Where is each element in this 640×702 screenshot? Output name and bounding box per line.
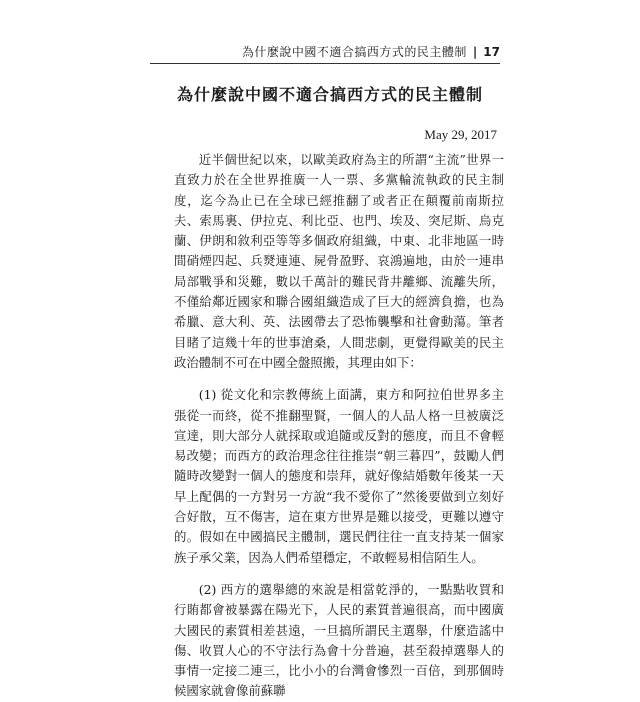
article-body (174, 150, 504, 702)
body-paragraph-point-1: (1) 從文化和宗教傳統上面講，東方和阿拉伯世界多主張從一而終，從不推翻聖賢，一個人的人品人格一旦被廣泛宣達，則大部分人就採取或追隨或反對的態度，而且不會輕易改變；而西方的政治理念往往推崇“朝三暮四”，鼓勵人們隨時改變對一個人的態度和崇拜，就好像結婚數年後某一天早上配偶的一方對另一方說“我不愛你了”然後要做到立刻好合好散，互不傷害，這在東方世界是難以接受，更難以遵守的。假如在中國搞民主體制，選民們往往一直支持某一個家族子承父業，因為人們希望穩定，不敢輕易相信陌生人。 (174, 387, 504, 565)
body-paragraph-point-2: (2) 西方的選舉總的來說是相當乾淨的，一點點收買和行賄都會被暴露在陽光下，人民的素質普遍很高，而中國廣大國民的素質相差甚遠，一旦搞所謂民主選舉，什麼造謠中傷、收買人心的不守法行為會十分普遍，甚至殺掉選舉人的事情一定接二連三，比小小的台灣會慘烈一百倍，到那個時候國家就會像前蘇聯 (174, 581, 504, 699)
running-header-title: 為什麼說中國不適合搞西方式的民主體制 (241, 45, 467, 59)
article-date: May 29, 2017 (424, 127, 497, 142)
body-paragraph-intro: 近半個世紀以來，以歐美政府為主的所謂“主流”世界一直致力於在全世界推廣一人一票、多黨輪流執政的民主制度，迄今為止已在全球已經推翻了或者正在顛覆前南斯拉夫、索馬裏、伊拉克、利比亞、也門、埃及、突尼斯、烏克蘭、伊朗和敘利亞等等多個政府組織，中東、北非地區一時間硝煙四起、兵燹連連、屍骨盈野、哀鴻遍地，由於一連串局部戰爭和災難，數以千萬計的難民背井離鄉、流離失所，不僅給鄰近國家和聯合國組織造成了巨大的經濟負擔，也為希臘、意大利、英、法國帶去了恐怖襲擊和社會動蕩。筆者目睹了這幾十年的世事滄桑，人間悲劇，更覺得歐美的民主政治體制不可在中國全盤照搬，其理由如下： (174, 152, 504, 370)
page-number: 17 (483, 45, 500, 59)
running-header-separator: | (472, 45, 478, 59)
article-title: 為什麼說中國不適合搞西方式的民主體制 (176, 85, 483, 104)
running-header (150, 38, 500, 64)
